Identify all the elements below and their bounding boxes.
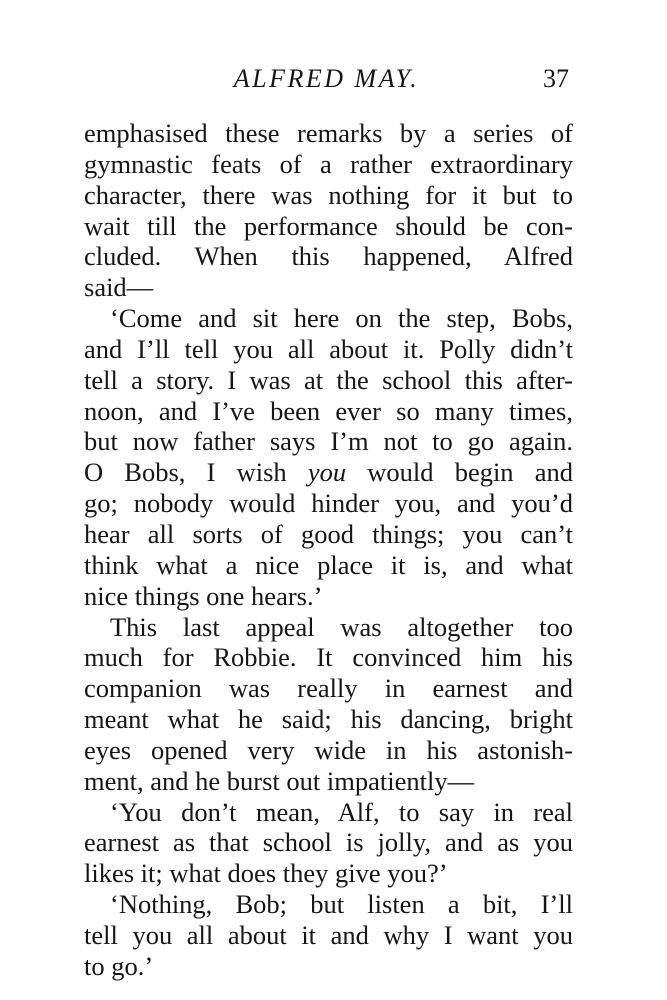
paragraph-1 bbox=[84, 118, 573, 303]
text-line: go; nobody would hinder you, and you’d bbox=[84, 488, 573, 519]
text-line: and I’ll tell you all about it. Polly didn’t bbox=[84, 333, 573, 364]
text-line: tell you all about it and why I want you bbox=[84, 919, 573, 950]
text-line: This last appeal was altogether too bbox=[110, 611, 573, 642]
text-line: ‘Come and sit here on the step, Bobs, bbox=[110, 303, 573, 334]
paragraph-3 bbox=[84, 612, 573, 797]
text-line: nice things one hears.’ bbox=[84, 580, 323, 611]
text-line: think what a nice place it is, and what bbox=[84, 549, 573, 580]
text-line: noon, and I’ve been ever so many times, bbox=[84, 395, 573, 426]
page-number: 37 bbox=[543, 64, 569, 93]
line-start: O Bobs, I wish bbox=[84, 457, 308, 488]
paragraph-5 bbox=[84, 889, 573, 982]
text-line: ‘Nothing, Bob; but listen a bit, I’ll bbox=[110, 889, 573, 920]
text-line: ment, and he burst out impatiently— bbox=[84, 765, 475, 796]
text-line: to go.’ bbox=[84, 950, 154, 981]
text-line-with-emphasis bbox=[84, 457, 573, 488]
text-line: character, there was nothing for it but to bbox=[84, 179, 573, 210]
text-line: cluded. When this happened, Alfred bbox=[84, 241, 573, 272]
text-line: meant what he said; his dancing, bright bbox=[84, 704, 573, 735]
running-title: ALFRED MAY. bbox=[233, 64, 420, 93]
text-line: tell a story. I was at the school this after- bbox=[84, 364, 573, 395]
text-line: eyes opened very wide in his astonish- bbox=[84, 734, 573, 765]
emphasized-word: you bbox=[307, 457, 347, 488]
text-line: emphasised these remarks by a series of bbox=[84, 118, 573, 148]
text-line: much for Robbie. It convinced him his bbox=[84, 642, 573, 673]
text-line: companion was really in earnest and bbox=[84, 673, 573, 704]
paragraph-2 bbox=[84, 303, 573, 611]
body-text bbox=[84, 118, 573, 982]
text-line: said— bbox=[84, 272, 154, 303]
paragraph-4 bbox=[84, 797, 573, 890]
text-line: earnest as that school is jolly, and as you bbox=[84, 827, 573, 858]
text-line: likes it; what does they give you?’ bbox=[84, 858, 448, 889]
text-line: wait till the performance should be con- bbox=[84, 210, 573, 241]
text-line: ‘You don’t mean, Alf, to say in real bbox=[110, 796, 573, 827]
text-line: but now father says I’m not to go again. bbox=[84, 426, 573, 457]
line-end: would begin and bbox=[346, 457, 573, 488]
text-line: gymnastic feats of a rather extraordinary bbox=[84, 148, 573, 179]
page-header bbox=[84, 64, 569, 98]
text-line: hear all sorts of good things; you can’t bbox=[84, 518, 573, 549]
